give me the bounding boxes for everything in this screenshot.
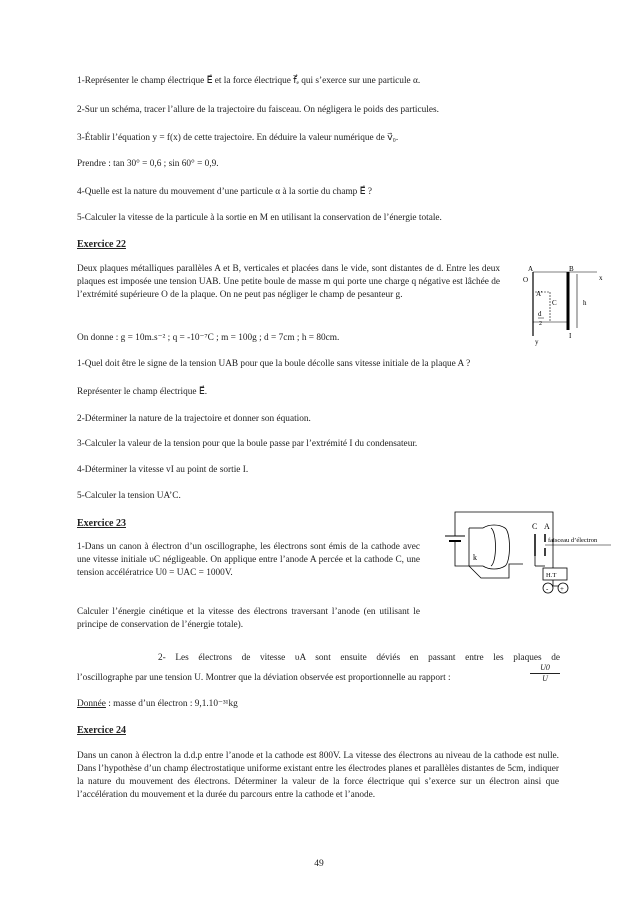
exercise-22-q1b: Représenter le champ électrique E⃗.: [77, 387, 208, 397]
label-O: O: [523, 276, 529, 284]
label-A: A: [528, 265, 534, 273]
label-h: h: [583, 299, 587, 307]
exercise-22-intro: Deux plaques métalliques parallèles A et B, verticales et placées dans le vide, sont distantes de d. Entre les deux plaques est imposée une tension UAB. Une petite boule de masse m qui porte une charge q négative est lâchée de l’extrémité supérieure O de la plaque. On ne peut pas négliger le champ de pesanteur g.: [77, 264, 500, 300]
question-1: 1-Représenter le champ électrique E⃗ et la force électrique f⃗ₑ qui s’exerce sur une particule α.: [77, 76, 421, 86]
page-number: 49: [314, 859, 324, 869]
exercise-22-q3: 3-Calculer la valeur de la tension pour que la boule passe par l’extrémité I du condensateur.: [77, 439, 418, 449]
label-B: B: [569, 265, 574, 273]
exercise-22-title: Exercice 22: [77, 239, 126, 250]
exercise-22-q4: 4-Déterminer la vitesse vI au point de sortie I.: [77, 465, 249, 475]
label-A-anode: A: [544, 522, 550, 531]
label-d: d: [538, 310, 542, 318]
ratio-denominator: U: [542, 674, 548, 683]
label-HT: H.T: [546, 572, 557, 579]
exercise-23-donnee: [77, 698, 559, 711]
label-minus: -: [546, 585, 549, 593]
exercise-24-text: Dans un canon à électron la d.d.p entre l’anode et la cathode est 800V. La vitesse des électrons au niveau de la cathode est nulle. Dans l’hypothèse d’un champ électrostatique uniforme existant entre les électrodes planes et parallèles distantes de 5cm, indiquer la nature du mouvement des électrons. Déterminer la valeur de la force électrique qui s’exerce sur un électron ainsi que l’accélération du mouvement et la durée du parcours entre la cathode et l’anode.: [77, 751, 559, 800]
ratio-fraction: [530, 663, 560, 684]
label-plus: +: [560, 585, 564, 593]
question-4: 4-Quelle est la nature du mouvement d’une particule α à la sortie du champ E⃗ ?: [77, 187, 372, 197]
ratio-numerator: U0: [530, 663, 560, 674]
donnee-text: : masse d’un électron : 9,1.10⁻³¹kg: [105, 699, 238, 709]
question-3-data: Prendre : tan 30° = 0,6 ; sin 60° = 0,9.: [77, 159, 219, 169]
exercise-22-q2: 2-Déterminer la nature de la trajectoire et donner son équation.: [77, 414, 311, 424]
label-k: k: [473, 553, 477, 562]
exercise-23-p1: 1-Dans un canon à électron d’un oscillographe, les électrons sont émis de la cathode avec une vitesse initiale υC négligeable. On applique entre l’anode A percée et la cathode C, une tension accélératrice U0 = UAC = 1000V.: [77, 542, 420, 578]
exercise-23-p3a: 2- Les électrons de vitesse υA sont ensuite déviés en passant entre les plaques de: [158, 653, 560, 663]
exercise-24-title: Exercice 24: [77, 725, 126, 736]
donnee-label: Donnée: [77, 699, 106, 709]
label-A-prime: A’: [536, 290, 543, 298]
exercise-22-q1: 1-Quel doit être le signe de la tension UAB pour que la boule décolle sans vitesse initiale de la plaque A ?: [77, 359, 471, 369]
label-two: 2: [539, 321, 542, 327]
electron-gun-diagram: [425, 508, 615, 602]
question-5: 5-Calculer la vitesse de la particule à la sortie en M en utilisant la conservation de l’énergie totale.: [77, 213, 442, 223]
exercise-23-p2: Calculer l’énergie cinétique et la vitesse des électrons traversant l’anode (en utilisant le principe de conservation de l’énergie totale).: [77, 607, 420, 630]
exercise-23-p3b: l’oscillographe par une tension U. Montrer que la déviation observée est proportionnelle au rapport :: [77, 673, 451, 683]
exercise-22-q5: 5-Calculer la tension UA’C.: [77, 491, 181, 501]
label-C-cathode: C: [532, 522, 538, 531]
label-x: x: [599, 274, 603, 282]
label-I: I: [569, 332, 572, 340]
plates-diagram: [505, 262, 610, 348]
question-3: 3-Établir l’équation y = f(x) de cette trajectoire. En déduire la valeur numérique de v⃗₀.: [77, 133, 399, 143]
exercise-22-data: On donne : g = 10m.s⁻² ; q = -10⁻⁷C ; m = 100g ; d = 7cm ; h = 80cm.: [77, 333, 340, 343]
question-2: 2-Sur un schéma, tracer l’allure de la trajectoire du faisceau. On négligera le poids des particules.: [77, 105, 439, 115]
label-y: y: [535, 338, 539, 346]
label-beam: faisceau d’électron: [548, 537, 598, 544]
exercise-23-title: Exercice 23: [77, 518, 126, 529]
label-C: C: [552, 299, 557, 307]
